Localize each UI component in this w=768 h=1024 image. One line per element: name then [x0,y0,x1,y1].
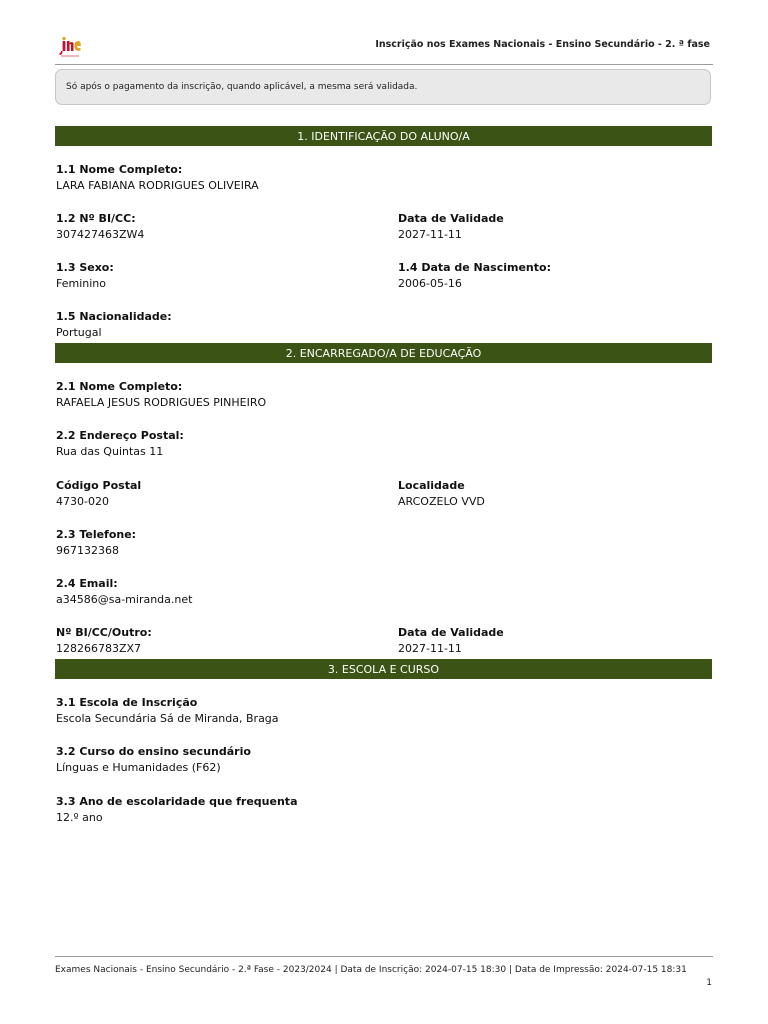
field-label: Data de Validade [398,212,504,225]
field-aluno-nome [56,162,259,194]
field-label: 2.4 Email: [56,577,118,590]
field-value: Escola Secundária Sá de Miranda, Braga [56,712,279,725]
field-label: 2.2 Endereço Postal: [56,429,184,442]
field-aluno-bi [56,211,144,243]
field-value: 2006-05-16 [398,277,462,290]
field-ee-email [56,576,192,608]
field-label: 1.4 Data de Nascimento: [398,261,551,274]
page-number: 1 [706,978,712,988]
field-label: 1.1 Nome Completo: [56,163,183,176]
footer-divider [55,956,713,957]
field-value: LARA FABIANA RODRIGUES OLIVEIRA [56,179,259,192]
field-ano-escolaridade [56,794,298,826]
field-ee-endereco [56,428,184,460]
field-ee-codigo-postal [56,478,141,510]
field-label: 3.2 Curso do ensino secundário [56,745,251,758]
field-label: Data de Validade [398,626,504,639]
payment-notice: Só após o pagamento da inscrição, quando aplicável, a mesma será validada. [55,69,711,105]
field-value: a34586@sa-miranda.net [56,593,193,606]
field-value: 4730-020 [56,495,109,508]
field-ee-documento [56,625,152,657]
section-header-encarregado: 2. ENCARREGADO/A DE EDUCAÇÃO [55,343,712,363]
field-value: 12.º ano [56,811,103,824]
field-value: 2027-11-11 [398,228,462,241]
field-aluno-sexo [56,260,114,292]
field-ee-nome [56,379,266,411]
field-label: Localidade [398,479,465,492]
field-ee-localidade [398,478,485,510]
field-value: RAFAELA JESUS RODRIGUES PINHEIRO [56,396,267,409]
field-label: 1.3 Sexo: [56,261,114,274]
field-escola [56,695,279,727]
field-ee-validade [398,625,504,657]
field-value: Portugal [56,326,102,339]
field-value: 967132368 [56,544,119,557]
field-aluno-nacionalidade [56,309,172,341]
field-label: Código Postal [56,479,142,492]
field-value: ARCOZELO VVD [398,495,485,508]
field-aluno-nascimento [398,260,551,292]
field-aluno-validade [398,211,504,243]
document-title: Inscrição nos Exames Nacionais - Ensino Secundário - 2. ª fase [375,39,710,50]
field-value: Feminino [56,277,106,290]
field-label: 1.2 Nº BI/CC: [56,212,136,225]
section-header-escola-curso: 3. ESCOLA E CURSO [55,659,712,679]
field-curso [56,744,251,776]
field-value: Línguas e Humanidades (F62) [56,761,221,774]
jne-logo [59,36,81,58]
field-ee-telefone [56,527,136,559]
header-divider [55,64,713,65]
field-value: 307427463ZW4 [56,228,145,241]
field-label: 3.3 Ano de escolaridade que frequenta [56,795,298,808]
field-value: 2027-11-11 [398,642,462,655]
field-label: 3.1 Escola de Inscrição [56,696,198,709]
field-label: 2.3 Telefone: [56,528,137,541]
field-label: 1.5 Nacionalidade: [56,310,172,323]
field-value: 128266783ZX7 [56,642,142,655]
section-header-identificacao: 1. IDENTIFICAÇÃO DO ALUNO/A [55,126,712,146]
field-value: Rua das Quintas 11 [56,445,164,458]
field-label: 2.1 Nome Completo: [56,380,183,393]
footer-text: Exames Nacionais - Ensino Secundário - 2.ª Fase - 2023/2024 | Data de Inscrição: 2024-07-15 18:30 | Data de Impressão: 2024-07-15 18:31 [55,965,687,975]
field-label: Nº BI/CC/Outro: [56,626,152,639]
